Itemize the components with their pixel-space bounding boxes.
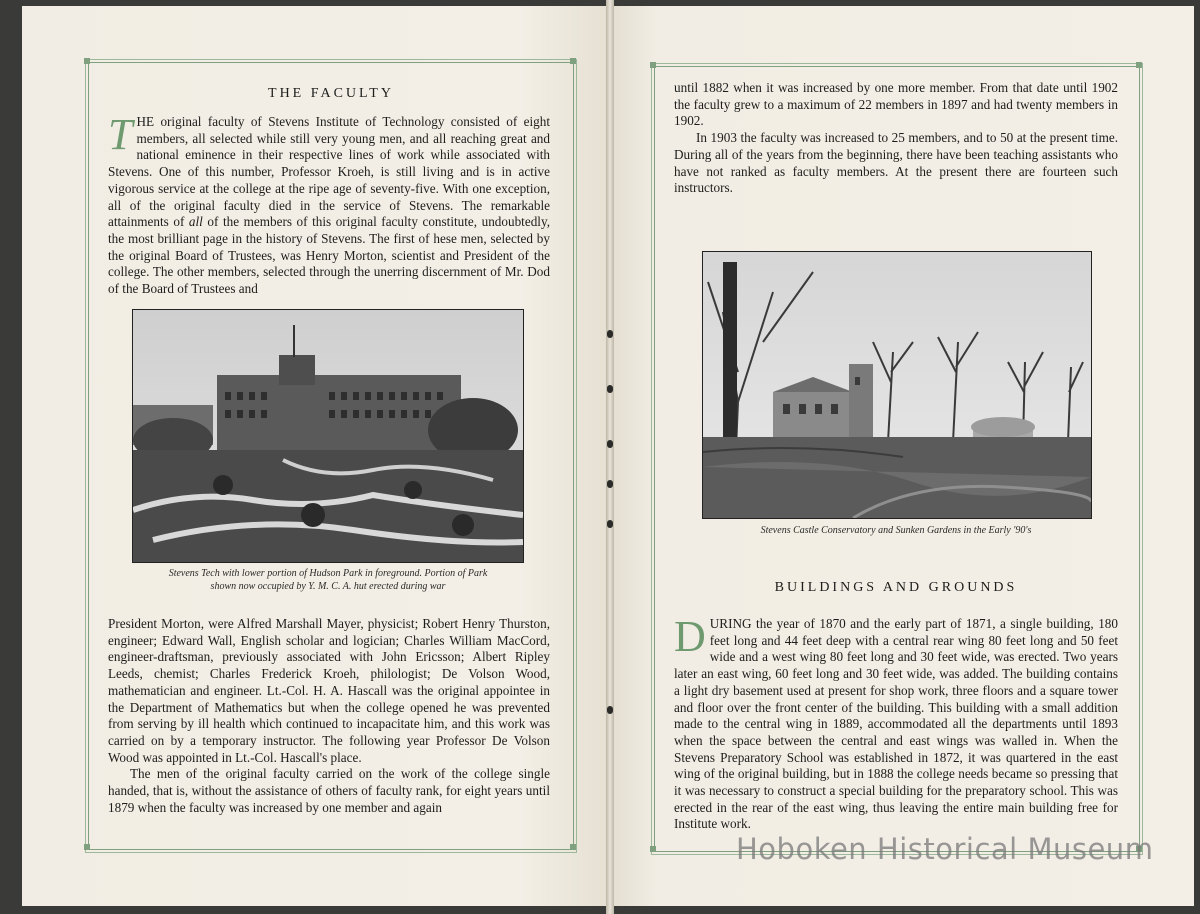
left-corner-ornament [84,844,90,850]
left-corner-ornament [570,58,576,64]
faculty-body-text [108,616,550,816]
faculty-paragraph-3: The men of the original faculty carried on the work of the college single handed, that is, without the assistance of others of faculty rank, for eight years until 1879 when the faculty was increased by one member and again [108,766,550,815]
stevens-tech-photo [132,309,524,563]
faculty-paragraph-5: In 1903 the faculty was increased to 25 members, and to 50 at the present time. During all of the years from the beginning, there have been teaching assistants who have not ranked as faculty members. At the present there are fourteen such instructors. [674,130,1118,196]
faculty-paragraph-2: President Morton, were Alfred Marshall Mayer, physicist; Robert Henry Thurston, engineer; Edward Wall, English scholar and logician; Charles William MacCord, engineer-draftsman, previously associated with John Ericsson; Albert Ripley Leeds, chemist; Charles Frederick Kroeh, philologist; De Volson Wood, mathematician and engineer. Lt.-Col. H. A. Hascall was the original appointee in the Department of Mathematics but when the college opened he was prevented from serving by ill health which continued to incapacitate him, and this work was carried on by a temporary instructor. The following year Professor De Volson Wood was appointed in Lt.-Col. Hascall's place. [108,616,550,765]
stevens-tech-image [133,310,523,562]
buildings-paragraph: DURING the year of 1870 and the early part of 1871, a single building, 180 feet long and 44 feet deep with a central rear wing 80 feet long and 50 feet wide and a west wing 80 feet long and 30 feet wide, was erected. Two years later an east wing, 60 feet long and 30 feet wide, was added. The building contains a light dry basement used at present for shop work, three floors and a square tower and floor over the front center of the building. This building with a small addition made to the central wing in 1889, accommodated all the departments until 1893 when the space between the central and east wings was walled in. When the Stevens Preparatory School was established in 1872, it was quartered in the east wing of the original building, but in 1888 the college needs became so pressing that it was necessary to construct a special building for the preparatory school. This was erected in the rear of the east wing, thus leaving the entire main building free for Institute work. [674,612,1118,832]
binding-stitch [607,706,613,714]
right-page [610,6,1194,906]
faculty-continued-text [674,80,1118,197]
left-corner-ornament [84,58,90,64]
stevens-castle-image [703,252,1091,518]
binding-stitch [607,520,613,528]
left-page [22,6,609,906]
dropcap-t: T [108,110,133,159]
right-corner-ornament [650,846,656,852]
book-binding [606,0,614,914]
stevens-tech-caption: Stevens Tech with lower portion of Hudson Park in foreground. Portion of Park shown now occupied by Y. M. C. A. hut erected during war [168,568,488,592]
museum-watermark: Hoboken Historical Museum [736,832,1154,866]
left-corner-ornament [570,844,576,850]
faculty-intro-paragraph: THE original faculty of Stevens Institute of Technology consisted of eight members, all selected while still very young men, and all reaching great and national eminence in their respective lines of work while associated with Stevens. One of this number, Professor Kroeh, is still living and is in active vigorous service at the college at the ripe age of seventy-five. With one exception, all of the original faculty died in the service of Stevens. The remarkable attainments of all of the members of this original faculty constitute, undoubtedly, the most brilliant page in the history of Stevens. The first of hese men, selected by the original Board of Trustees, was Henry Morton, scientist and President of the college. The other members, selected through the unerring discernment of Mr. Dod of the Board of Trustees and [108,110,550,297]
faculty-paragraph-4: until 1882 when it was increased by one more member. From that date until 1902 the faculty grew to a maximum of 22 members in 1897 and had twenty members in 1902. [674,80,1118,129]
stevens-castle-caption: Stevens Castle Conservatory and Sunken Gardens in the Early '90's [760,525,1032,536]
binding-stitch [607,480,613,488]
faculty-title: THE FACULTY [268,86,394,101]
binding-stitch [607,440,613,448]
binding-stitch [607,330,613,338]
dropcap-d: D [674,612,706,661]
binding-stitch [607,385,613,393]
stevens-castle-photo [702,251,1092,519]
buildings-title: BUILDINGS AND GROUNDS [774,580,1018,595]
right-corner-ornament [650,62,656,68]
right-corner-ornament [1136,62,1142,68]
